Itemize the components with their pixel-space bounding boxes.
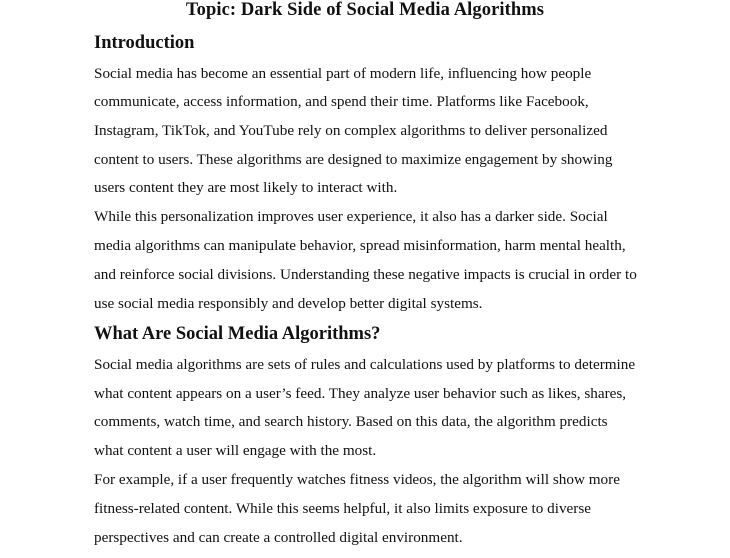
document-title: Topic: Dark Side of Social Media Algorithms (185, 0, 545, 20)
paragraph-line: use social media responsibly and develop better digital systems. (94, 295, 483, 312)
paragraph-line: media algorithms can manipulate behavior, spread misinformation, harm mental health, (94, 237, 626, 254)
paragraph-line: content to users. These algorithms are designed to maximize engagement by showing (94, 151, 613, 168)
paragraph-line: what content appears on a user’s feed. They analyze user behavior such as likes, shares, (94, 385, 627, 402)
section-heading-what-are-algorithms: What Are Social Media Algorithms? (94, 324, 381, 344)
paragraph-line: users content they are most likely to interact with. (94, 179, 398, 196)
paragraph-line: and reinforce social divisions. Understanding these negative impacts is crucial in order to (94, 266, 637, 283)
paragraph-line: fitness-related content. While this seems helpful, it also limits exposure to diverse (94, 500, 591, 517)
paragraph-line: For example, if a user frequently watches fitness videos, the algorithm will show more (94, 471, 620, 488)
section-heading-introduction: Introduction (94, 33, 195, 53)
paragraph-line: Instagram, TikTok, and YouTube rely on complex algorithms to deliver personalized (94, 122, 608, 139)
paragraph-line: communicate, access information, and spend their time. Platforms like Facebook, (94, 93, 589, 110)
paragraph-line: what content a user will engage with the most. (94, 442, 377, 459)
paragraph-line: While this personalization improves user experience, it also has a darker side. Social (94, 208, 608, 225)
paragraph-line: comments, watch time, and search history. Based on this data, the algorithm predicts (94, 413, 608, 430)
paragraph-line: perspectives and can create a controlled digital environment. (94, 529, 463, 546)
paragraph-line: Social media algorithms are sets of rules and calculations used by platforms to determine (94, 356, 636, 373)
paragraph-line: Social media has become an essential part of modern life, influencing how people (94, 65, 592, 82)
